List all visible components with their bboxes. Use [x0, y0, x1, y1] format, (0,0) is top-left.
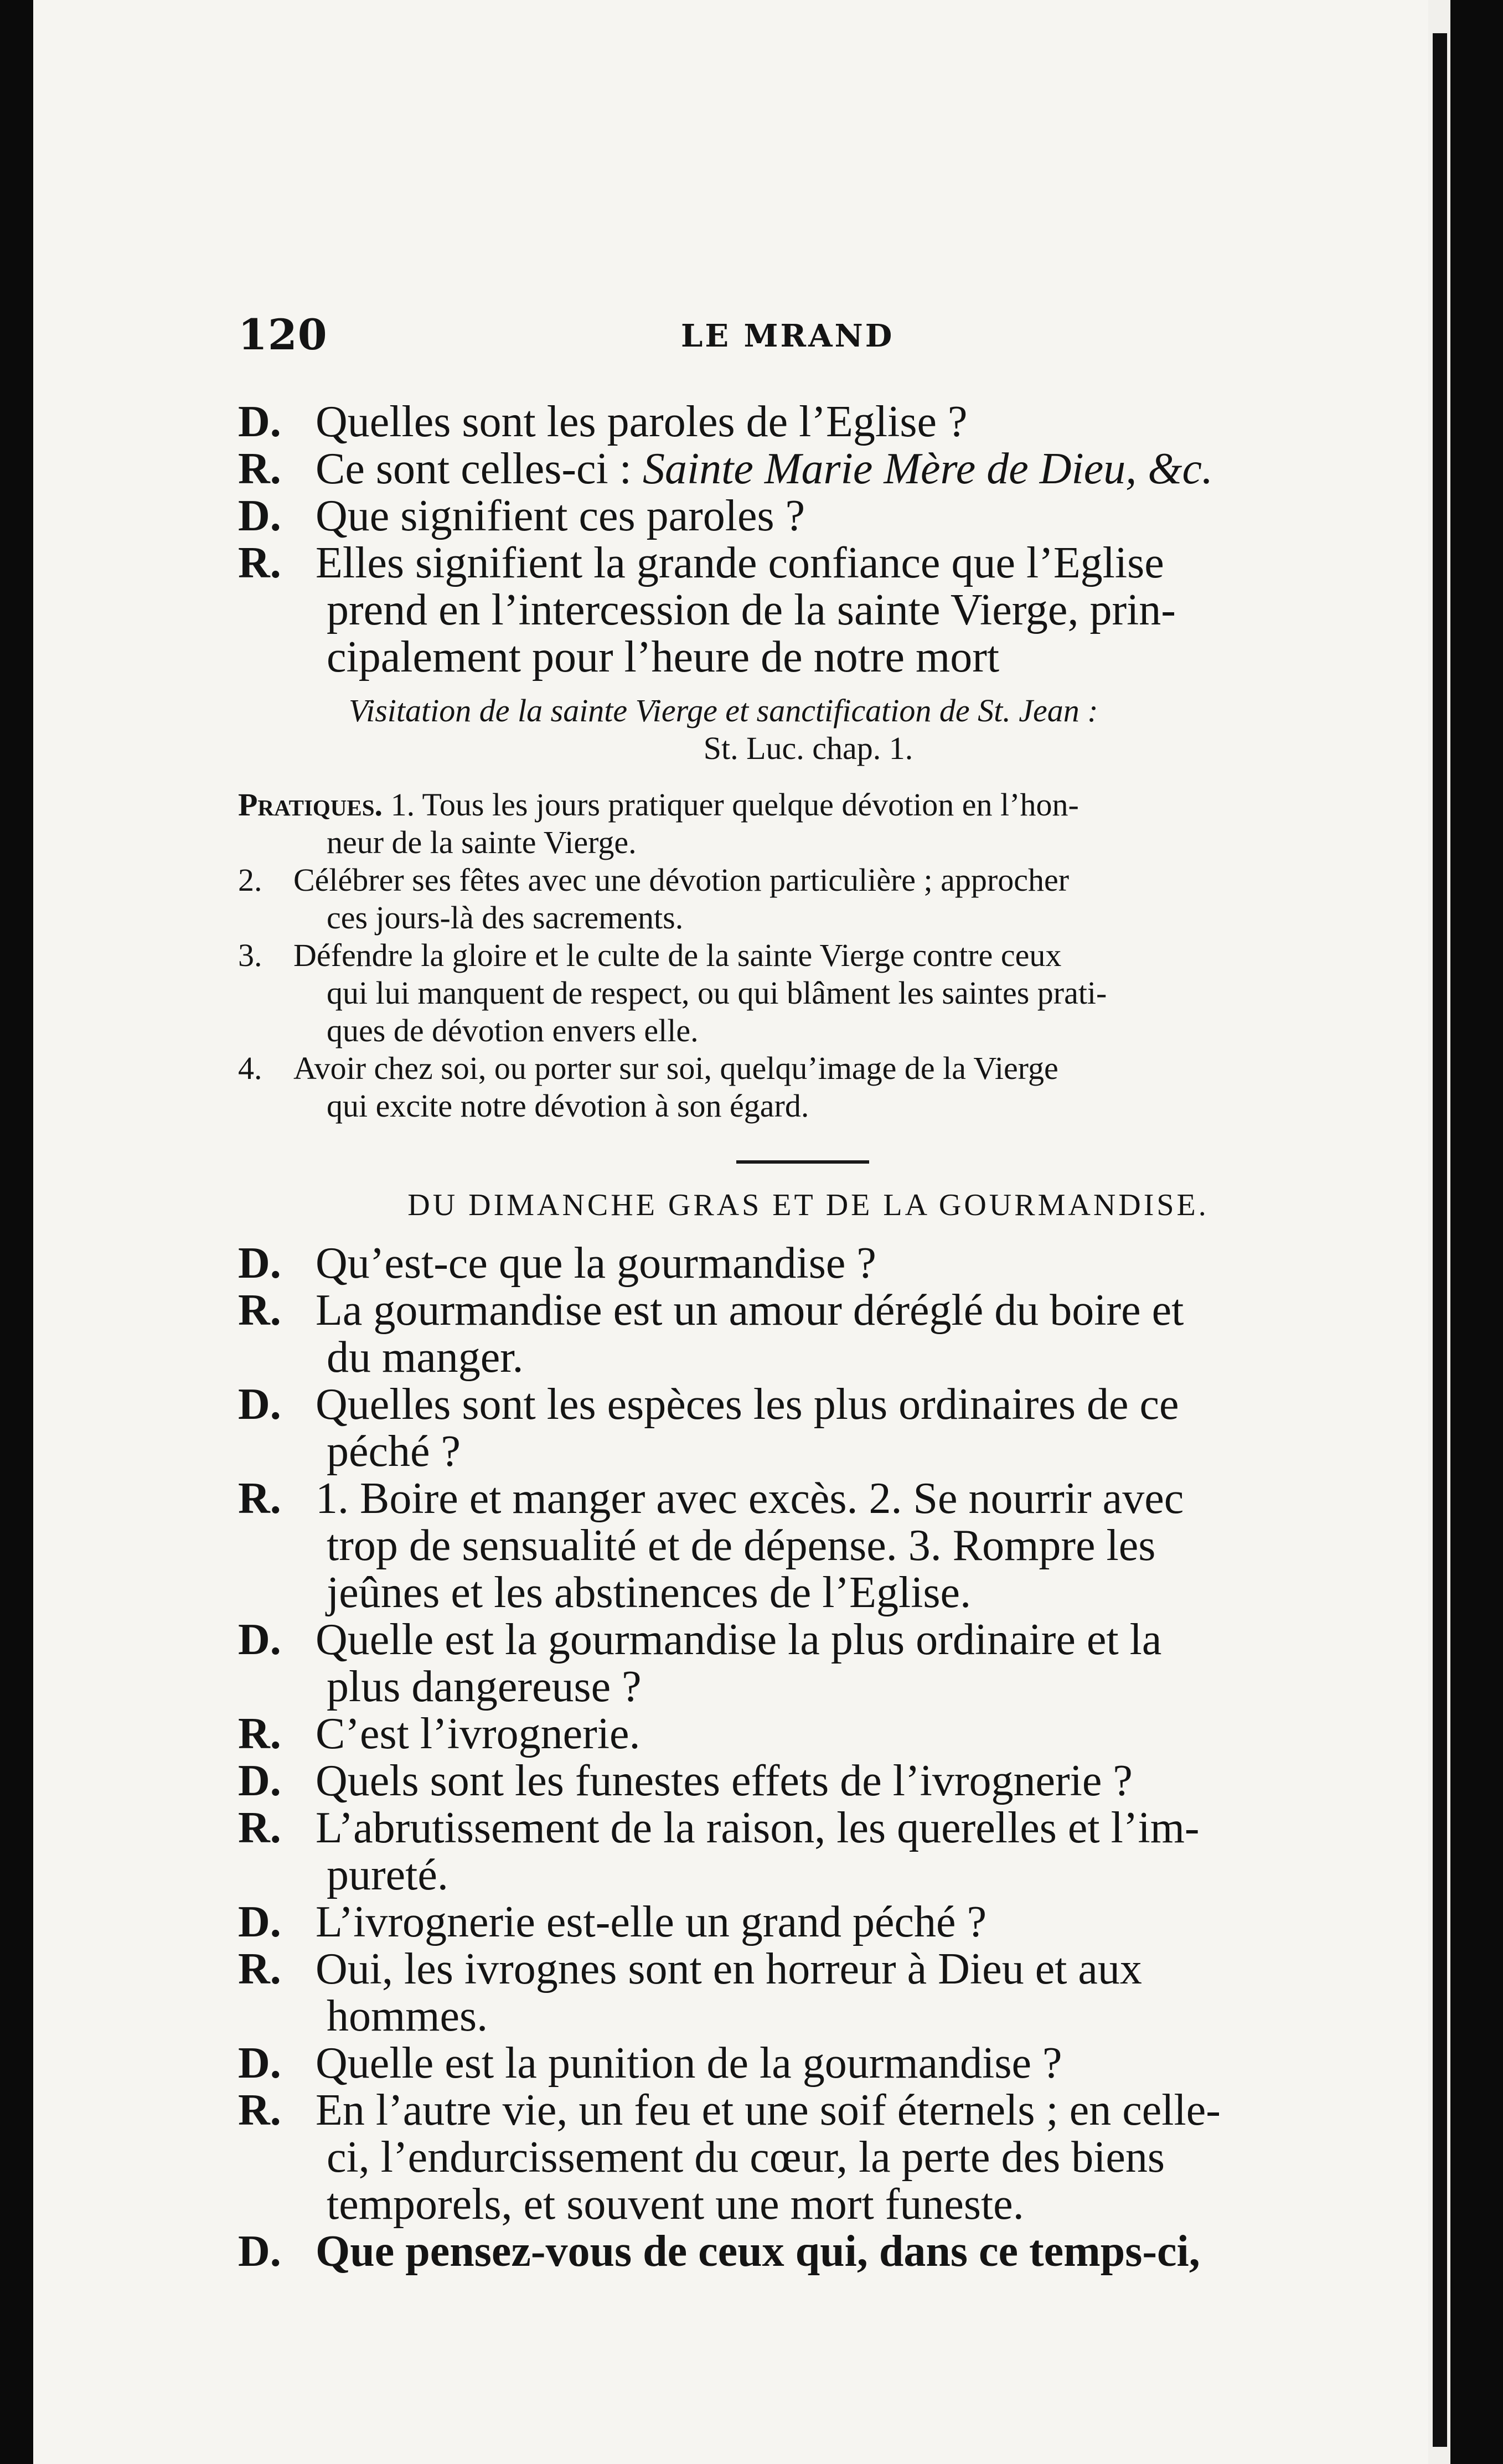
- qa-line-cont: pureté.: [327, 1852, 448, 1899]
- page-number: 120: [238, 310, 328, 359]
- practice-item: [238, 786, 1378, 824]
- qa-label: D.: [238, 1758, 281, 1805]
- qa-line-cont: jeûnes et les abstinences de l’Eglise.: [327, 1569, 972, 1616]
- qa-line-cont: hommes.: [327, 1993, 488, 2040]
- qa-text: Que signifient ces paroles ?: [316, 493, 805, 540]
- qa-text: Quelles sont les espèces les plus ordinaires de ce: [316, 1381, 1179, 1428]
- visitation-reference: St. Luc. chap. 1.: [703, 730, 913, 766]
- qa-text: Que pensez-vous de ceux qui, dans ce temps-ci,: [316, 2228, 1200, 2275]
- qa-text: Oui, les ivrognes sont en horreur à Dieu et aux: [316, 1946, 1142, 1993]
- practice-text: Célébrer ses fêtes avec une dévotion particulière ; approcher: [293, 862, 1070, 898]
- qa-text: L’ivrognerie est-elle un grand péché ?: [316, 1899, 987, 1946]
- qa-text-italic: Sainte Marie Mère de Dieu, &c.: [642, 446, 1213, 493]
- qa-text: En l’autre vie, un feu et une soif éternels ; en celle-: [316, 2087, 1221, 2134]
- section-title: DU DIMANCHE GRAS ET DE LA GOURMANDISE.: [407, 1188, 1209, 1222]
- qa-line: [238, 1946, 1378, 1993]
- qa-label: R.: [238, 2087, 281, 2134]
- qa-line: [238, 1899, 1378, 1946]
- qa-line: [238, 1805, 1378, 1852]
- qa-line: [238, 493, 1378, 540]
- qa-label: R.: [238, 1475, 281, 1522]
- qa-text: 1. Boire et manger avec excès. 2. Se nourrir avec: [316, 1475, 1184, 1522]
- qa-label: D.: [238, 1616, 281, 1664]
- qa-line-cont: cipalement pour l’heure de notre mort: [327, 634, 1000, 681]
- qa-text: Quels sont les funestes effets de l’ivrognerie ?: [316, 1758, 1133, 1805]
- qa-label: D.: [238, 399, 281, 446]
- practice-text: qui lui manquent de respect, ou qui blâment les saintes prati-: [327, 975, 1107, 1011]
- practice-text: Tous les jours pratiquer quelque dévotion en l’hon-: [422, 787, 1079, 823]
- practice-item: [238, 1050, 1378, 1087]
- practice-item: [238, 861, 1378, 899]
- visitation: [238, 692, 1378, 767]
- qa-label: R.: [238, 540, 281, 587]
- practices: [238, 786, 1378, 1125]
- qa-label: D.: [238, 1240, 281, 1287]
- qa-text: Qu’est-ce que la gourmandise ?: [316, 1240, 876, 1287]
- qa-label: R.: [238, 1711, 281, 1758]
- qa-line: [238, 1475, 1378, 1522]
- qa-line: [238, 1381, 1378, 1428]
- practice-text: ques de dévotion envers elle.: [327, 1013, 699, 1048]
- qa-line: [238, 1616, 1378, 1664]
- qa-text: Quelles sont les paroles de l’Eglise ?: [316, 399, 968, 446]
- qa-line: [238, 1711, 1378, 1758]
- qa-label: D.: [238, 1381, 281, 1428]
- practices-heading: Pratiques.: [238, 787, 383, 823]
- practice-num: 1.: [390, 787, 415, 823]
- practice-text: Défendre la gloire et le culte de la sainte Vierge contre ceux: [293, 937, 1062, 973]
- qa-line-cont: du manger.: [327, 1334, 524, 1381]
- qa-top: [238, 399, 1378, 681]
- qa-text: L’abrutissement de la raison, les querelles et l’im-: [316, 1805, 1200, 1852]
- qa-label: D.: [238, 493, 281, 540]
- qa-label: D.: [238, 2228, 281, 2275]
- qa-label: R.: [238, 1287, 281, 1334]
- qa-line: [238, 1758, 1378, 1805]
- qa-line: [238, 446, 1378, 493]
- section-divider: [736, 1160, 869, 1164]
- qa-line: [238, 2087, 1378, 2134]
- qa-line: [238, 2040, 1378, 2087]
- practice-text: ces jours-là des sacrements.: [327, 900, 684, 936]
- qa-line-cont: prend en l’intercession de la sainte Vierge, prin-: [327, 587, 1176, 634]
- qa-label: R.: [238, 1805, 281, 1852]
- qa-text: Quelle est la gourmandise la plus ordinaire et la: [316, 1616, 1162, 1664]
- binding-shadow: [1433, 33, 1447, 2447]
- qa-line-cont: ci, l’endurcissement du cœur, la perte des biens: [327, 2134, 1165, 2181]
- practice-num: 4.: [238, 1050, 262, 1086]
- practice-text: neur de la sainte Vierge.: [327, 824, 637, 860]
- qa-text: La gourmandise est un amour déréglé du boire et: [316, 1287, 1184, 1334]
- visitation-title: Visitation de la sainte Vierge et sanctification de St. Jean :: [349, 693, 1098, 729]
- practice-num: 2.: [238, 862, 262, 898]
- qa-label: R.: [238, 446, 281, 493]
- qa-text: Elles signifient la grande confiance que l’Eglise: [316, 540, 1164, 587]
- practice-num: 3.: [238, 937, 262, 973]
- qa-line: [238, 1287, 1378, 1334]
- running-title: LE MRAND: [681, 318, 895, 354]
- qa-label: R.: [238, 1946, 281, 1993]
- practice-item: [238, 937, 1378, 974]
- qa-line: [238, 2228, 1378, 2275]
- qa-line: [238, 540, 1378, 587]
- qa-line-cont: péché ?: [327, 1428, 461, 1475]
- qa-line-cont: temporels, et souvent une mort funeste.: [327, 2181, 1024, 2228]
- qa-text: C’est l’ivrognerie.: [316, 1711, 641, 1758]
- page-header: [238, 310, 1378, 360]
- qa-line-cont: trop de sensualité et de dépense. 3. Rompre les: [327, 1522, 1156, 1569]
- qa-text: Quelle est la punition de la gourmandise ?: [316, 2040, 1062, 2087]
- qa-line: [238, 1240, 1378, 1287]
- practice-text: qui excite notre dévotion à son égard.: [327, 1088, 809, 1124]
- qa-line: [238, 399, 1378, 446]
- qa-line-cont: plus dangereuse ?: [327, 1664, 642, 1711]
- qa-label: D.: [238, 1899, 281, 1946]
- qa-bottom: [238, 1240, 1378, 2275]
- qa-text: Ce sont celles-ci :: [316, 446, 643, 493]
- practice-text: Avoir chez soi, ou porter sur soi, quelqu’image de la Vierge: [293, 1050, 1058, 1086]
- qa-label: D.: [238, 2040, 281, 2087]
